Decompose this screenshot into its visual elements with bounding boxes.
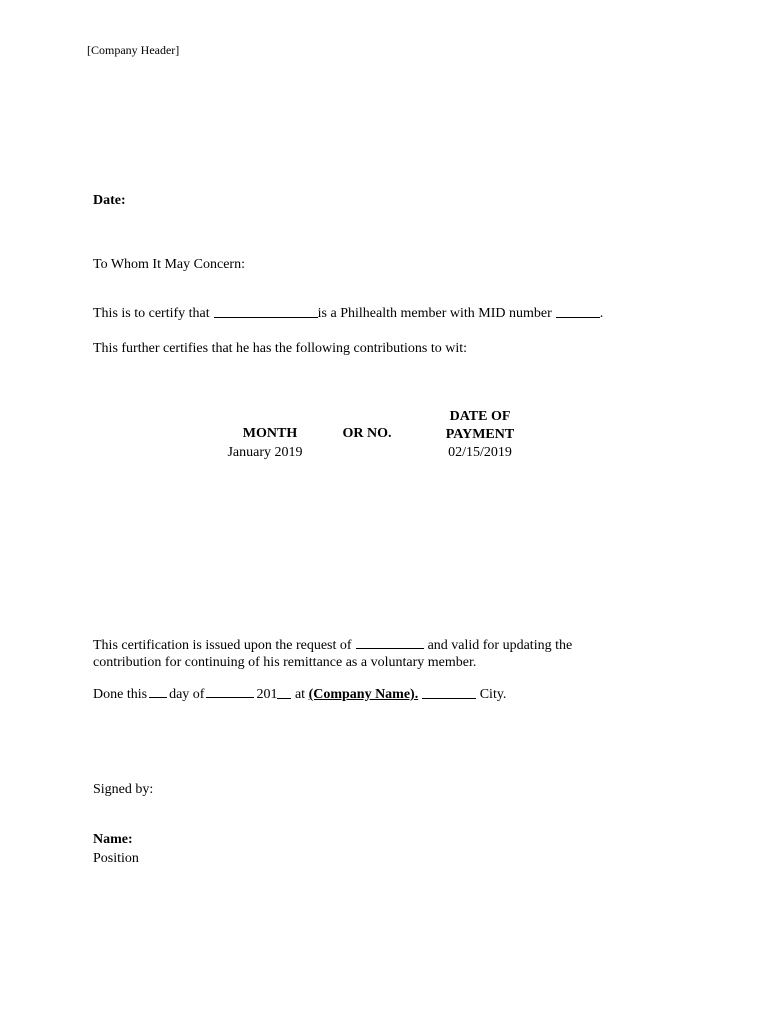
salutation: To Whom It May Concern:	[93, 257, 245, 272]
position-label: Position	[93, 851, 139, 866]
day-blank	[149, 685, 167, 698]
done-part4: at	[294, 687, 306, 702]
done-line	[93, 685, 506, 703]
done-part3: 201	[256, 687, 278, 702]
issued-paragraph	[93, 636, 572, 671]
requester-blank	[356, 636, 424, 649]
row-date: 02/15/2019	[448, 445, 512, 460]
year-blank	[277, 686, 291, 699]
done-part2: day of	[169, 687, 205, 702]
company-header: [Company Header]	[87, 43, 180, 57]
name-label: Name:	[93, 832, 133, 847]
issued-suffix: and valid for updating the	[427, 638, 573, 653]
city-blank	[422, 686, 476, 699]
header-month: MONTH	[242, 426, 298, 441]
company-name: (Company Name).	[308, 687, 419, 702]
certify-paragraph	[93, 305, 603, 322]
header-or-no: OR NO.	[342, 426, 392, 441]
row-month: January 2019	[227, 445, 303, 460]
issued-line1	[93, 636, 572, 654]
member-name-blank	[214, 305, 318, 318]
certify-suffix: .	[599, 306, 604, 321]
certify-middle: is a Philhealth member with MID number	[317, 306, 552, 321]
issued-prefix: This certification is issued upon the request of	[93, 638, 352, 653]
mid-number-blank	[556, 305, 600, 318]
header-date-line1: DATE OF	[449, 409, 511, 424]
certify-prefix: This is to certify that	[93, 306, 210, 321]
further-paragraph: This further certifies that he has the following contributions to wit:	[93, 341, 468, 356]
signed-by-label: Signed by:	[93, 782, 154, 797]
header-date-of-payment	[430, 408, 530, 444]
done-part1: Done this	[93, 687, 148, 702]
date-label: Date:	[93, 193, 126, 208]
month-blank	[206, 685, 254, 698]
header-date-line2: PAYMENT	[445, 427, 515, 442]
issued-line2: contribution for continuing of his remittance as a voluntary member.	[93, 655, 477, 670]
done-part5: City.	[479, 687, 507, 702]
